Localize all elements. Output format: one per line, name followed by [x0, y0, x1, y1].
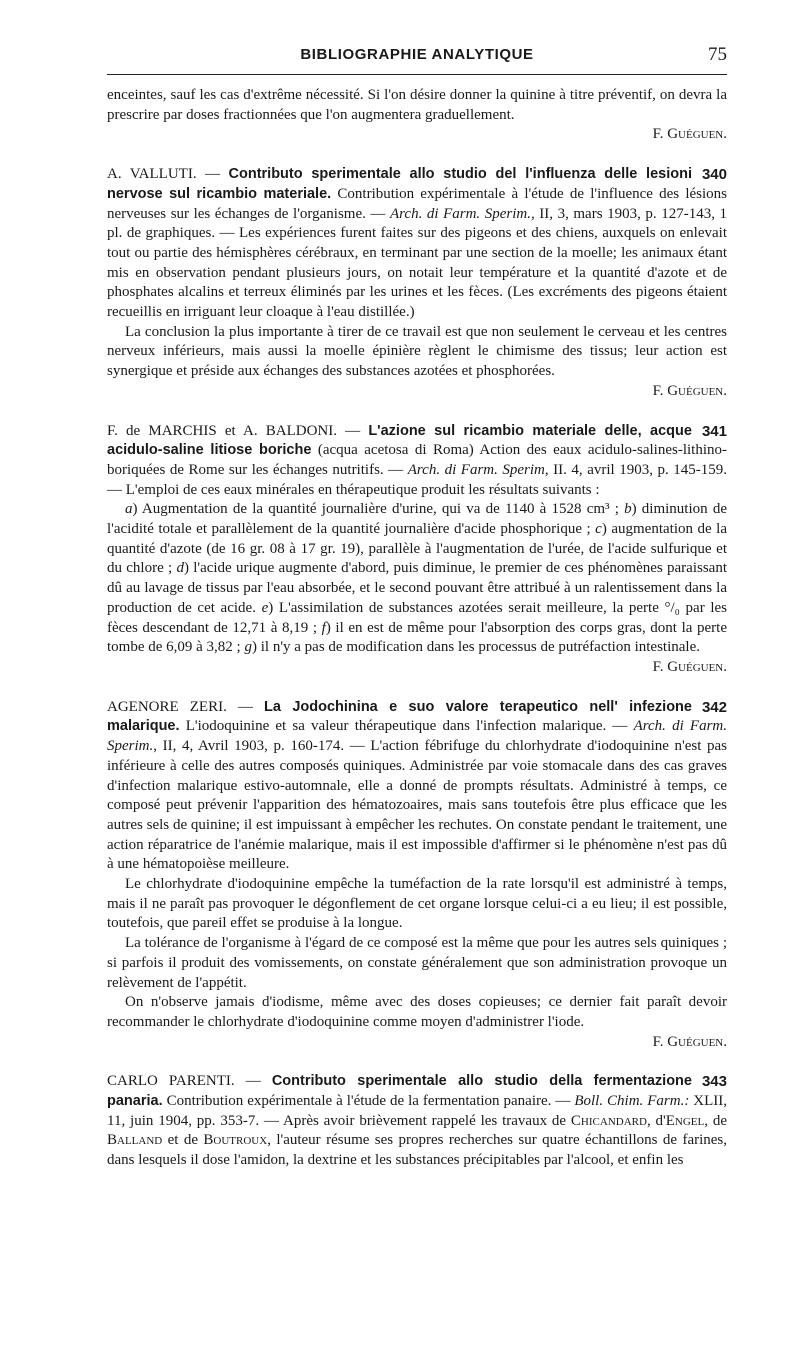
intro-paragraph: enceintes, sauf les cas d'extrême nécessité. Si l'on désire donner la quinine à titre préventif, on devra la prescrire par doses fractionnées que l'on augmentera graduellement. [107, 87, 727, 123]
page-header [107, 40, 727, 70]
entry-341-source: Arch. di Farm. Sperim, [407, 461, 549, 478]
entry-342-author: AGENORE ZERI. — [107, 698, 253, 715]
entry-341-signature: F. Guéguen. [652, 658, 727, 675]
entry-341-citation: II. 4, avril 1903, p. 145-159. — L'emploi de ces eaux minérales en thérapeutique produit les résultats suivants : [107, 461, 728, 498]
entry-342-paragraph-3: La tolérance de l'organisme à l'égard de ce composé est la même que pour les autres sels quiniques ; si parfois il produit des vomissements, on constate généralement que son administration provoque un relèvement de l'appétit. [107, 935, 727, 991]
entry-341 [107, 422, 727, 678]
entry-342-number: 342 [701, 698, 727, 716]
entry-342-title: La Jodochinina e suo valore terapeutico nell' infezione malarique. [107, 698, 692, 735]
entry-343-title: Contributo sperimentale allo studio della fermentazione panaria. [107, 1073, 692, 1110]
entry-341-number: 341 [701, 422, 727, 440]
entry-340-translation: Contribution expérimentale à l'étude de l'influence des lésions nerveuses sur les échanges de l'organisme. — [107, 185, 728, 222]
entry-340-title: Contributo sperimentale allo studio del l'influenza delle lesioni nervose sul ricambio materiale. [107, 166, 692, 202]
text-column [107, 86, 727, 1171]
entry-343-number: 343 [701, 1073, 727, 1091]
entry-340-citation: II, 3, mars 1903, p. 127-143, 1 pl. de graphiques. — Les expériences furent faites sur des pigeons et des chiens, auxquels on enlevait tout ou partie des hémisphères cérébraux, en terminant par une section de la moelle; les animaux étant mis en observation pendant plusieurs jours, on notait leur température et la quantité d'azote et de phosphates alcalins et terreux éliminés par les urines et les fèces. (Les excréments des pigeons étaient recueillis en irriguant leur cloaque à l'eau distillée.) [107, 205, 727, 321]
entry-340-paragraph [107, 165, 727, 323]
entry-342-paragraph [107, 698, 727, 875]
page-number: 75 [708, 44, 727, 65]
running-title: BIBLIOGRAPHIE ANALYTIQUE [300, 46, 534, 63]
entry-343-translation: Contribution expérimentale à l'étude de la fermentation panaire. [166, 1093, 552, 1110]
entry-343-citation: XLII, 11, juin 1904, pp. 353-7. — Après avoir brièvement rappelé les travaux de Chicandard, d'Engel, de Balland et de Boutroux, l'auteur résume ses propres recherches sur quatre échantillons de farines, dans lesquels il dose l'amidon, la dextrine et les substances précipitables par l'alcool, et enfin les [107, 1093, 728, 1169]
entry-341-translation: Action des eaux acidulo-salines-lithino-boriquées de Rome sur les échanges nutritifs. — [107, 442, 727, 478]
entry-341-title-note: (acqua acetosa di Roma) [317, 442, 474, 459]
entry-342-translation: L'iodoquinine et sa valeur thérapeutique dans l'infection malarique. — [185, 718, 628, 735]
entry-340-author: A. VALLUTI. — [107, 166, 221, 183]
entry-340-source: Arch. di Farm. Sperim., [389, 205, 535, 222]
entry-341-paragraph [107, 422, 727, 501]
entry-341-title: L'azione sul ricambio materiale delle, acque acidulo-saline litiose boriche [107, 422, 692, 459]
header-rule [107, 74, 727, 75]
entry-341-items: a) Augmentation de la quantité journalière d'urine, qui va de 1140 à 1528 cm³ ; b) diminution de l'acidité totale et parallèlement de la quantité journalière d'acide phosphorique ; c) augmentation de la quantité d'azote (de 16 gr. 08 à 17 gr. 19), parallèle à l'augmentation de l'urée, de l'acide sulfurique et du chlore ; d) l'acide urique augmente d'abord, puis diminue, le premier de ces phénomènes paraissant dû au lavage de tissus par l'eau absorbée, et le second pouvant être attribué à un ralentissement dans la production de cet acide. e) L'assimilation de substances azotées serait meilleure, la perte °/₀ par les fèces descendant de 12,71 à 8,19 ; f) il en est de même pour l'absorption des corps gras, dont la perte tombe de 6,09 à 3,82 ; g) il n'y a pas de modification dans les processus de putréfaction intestinale. [107, 501, 727, 656]
entry-343-paragraph: 343 CARLO PARENTI. — Contributo sperimentale allo studio della fermentazione panaria. Contribution expérimentale à l'étude de la fermentation panaire. — Boll. Chim. Farm.: XLII, 11, juin 1904, pp. 353-7. — Après avoir brièvement rappelé les travaux de Chicandard, d'Engel, de Balland et de Boutroux, l'auteur résume ses propres recherches sur quatre échantillons de farines, dans lesquels il dose l'amidon, la dextrine et les substances précipitables par l'alcool, et enfin les [107, 1073, 728, 1169]
entry-340-signature: F. Guéguen. [652, 382, 727, 399]
entry-342-paragraph-2: Le chlorhydrate d'iodoquinine empêche la tuméfaction de la rate lorsqu'il est administré à temps, mais il ne paraît pas provoquer le dégonflement de cet organe lorsque celui-ci a eu lieu; il est possible, toutefois, que pareil effet se produise à la longue. [107, 876, 727, 932]
entry-341-author: F. de MARCHIS et A. BALDONI. — [107, 422, 361, 439]
entry-342 [107, 698, 727, 1053]
entry-342-signature: F. Guéguen. [652, 1033, 727, 1050]
entry-343-source: Boll. Chim. Farm.: [574, 1093, 690, 1110]
intro-signature: F. Guéguen. [652, 126, 727, 143]
entry-340 [107, 165, 727, 401]
entry-342-source: Arch. di Farm. Sperim., [107, 718, 727, 755]
entry-343-author: CARLO PARENTI. — [107, 1073, 261, 1090]
entry-343 [107, 1072, 727, 1171]
entry-340-paragraph-2: La conclusion la plus importante à tirer de ce travail est que non seulement le cerveau et les centres nerveux inférieurs, mais aussi la moelle épinière règlent le chimisme des tissus; leur action est synergique et préside aux échanges des substances azotées et phosphorées. [107, 323, 727, 380]
entry-342-citation: II, 4, Avril 1903, p. 160-174. — L'action fébrifuge du chlorhydrate d'iodoquinine n'est pas inférieure à celle des autres composés quiniques. Administrée par voie stomacale dans des cas graves d'infection malarique estivo-automnale, elle a donné de prompts résultats. Administré à temps, ce composé peut prévenir l'apparition des hématozoaires, mais sans toutefois être plus efficace que les autres sels de quinine; il est impuissant à empêcher les rechutes. On constate pendant le traitement, une action réparatrice de l'anémie malarique, mais il est impossible d'affirmer si le phénomène n'est pas dû à une hématopoièse meilleure. [107, 738, 727, 873]
entry-342-paragraph-4: On n'observe jamais d'iodisme, même avec des doses copieuses; ce dernier fait paraît devoir recommander le chlorhydrate d'iodoquinine comme moyen d'administrer l'iode. [107, 994, 727, 1030]
entry-340-number: 340 [701, 166, 727, 184]
